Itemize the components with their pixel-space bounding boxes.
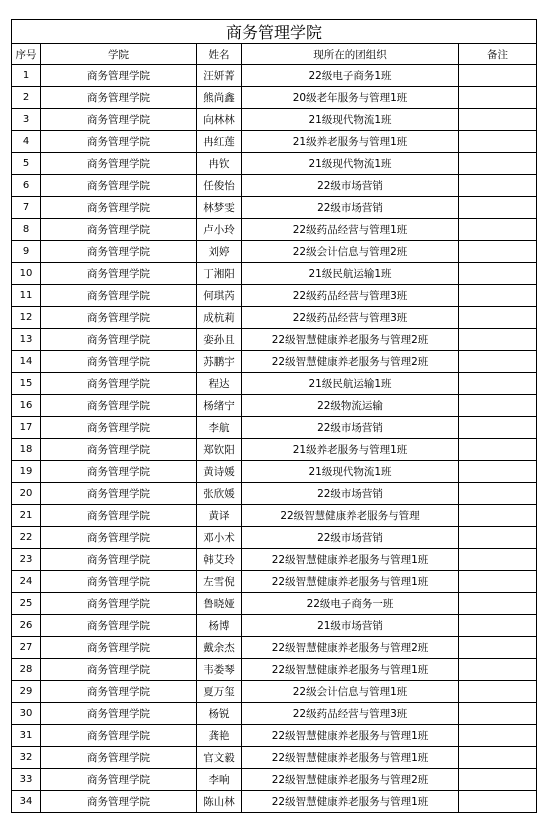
cell-note	[459, 307, 537, 329]
cell-college: 商务管理学院	[41, 197, 197, 219]
cell-seq: 30	[12, 703, 41, 725]
cell-college: 商务管理学院	[41, 549, 197, 571]
cell-college: 商务管理学院	[41, 285, 197, 307]
cell-name: 张欣媛	[197, 483, 242, 505]
cell-note	[459, 263, 537, 285]
cell-name: 韦娄琴	[197, 659, 242, 681]
cell-seq: 4	[12, 131, 41, 153]
table-row	[12, 483, 537, 505]
cell-note	[459, 197, 537, 219]
cell-college: 商务管理学院	[41, 307, 197, 329]
cell-note	[459, 791, 537, 813]
cell-class: 22级智慧健康养老服务与管理2班	[242, 769, 459, 791]
cell-name: 杨博	[197, 615, 242, 637]
table-row	[12, 131, 537, 153]
table-row	[12, 395, 537, 417]
cell-class: 22级药品经营与管理3班	[242, 285, 459, 307]
cell-class: 22级智慧健康养老服务与管理2班	[242, 351, 459, 373]
cell-name: 李响	[197, 769, 242, 791]
table-row	[12, 109, 537, 131]
cell-name: 黄诗媛	[197, 461, 242, 483]
cell-seq: 11	[12, 285, 41, 307]
cell-name: 苏鹏宇	[197, 351, 242, 373]
table-body	[12, 65, 537, 813]
cell-class: 22级电子商务1班	[242, 65, 459, 87]
cell-class: 21级现代物流1班	[242, 461, 459, 483]
cell-name: 郑钦阳	[197, 439, 242, 461]
cell-college: 商务管理学院	[41, 87, 197, 109]
table-row	[12, 439, 537, 461]
table-row	[12, 307, 537, 329]
cell-class: 22级会计信息与管理2班	[242, 241, 459, 263]
cell-seq: 13	[12, 329, 41, 351]
header-note: 备注	[459, 44, 537, 65]
table-row	[12, 725, 537, 747]
cell-name: 熊尚鑫	[197, 87, 242, 109]
cell-class: 22级药品经营与管理3班	[242, 307, 459, 329]
cell-class: 22级智慧健康养老服务与管理1班	[242, 791, 459, 813]
cell-seq: 12	[12, 307, 41, 329]
cell-note	[459, 439, 537, 461]
cell-class: 22级智慧健康养老服务与管理1班	[242, 659, 459, 681]
cell-seq: 5	[12, 153, 41, 175]
table-row	[12, 87, 537, 109]
cell-class: 22级药品经营与管理3班	[242, 703, 459, 725]
header-college: 学院	[41, 44, 197, 65]
cell-note	[459, 65, 537, 87]
cell-note	[459, 593, 537, 615]
cell-name: 李航	[197, 417, 242, 439]
cell-note	[459, 527, 537, 549]
table-row	[12, 65, 537, 87]
cell-college: 商务管理学院	[41, 659, 197, 681]
cell-seq: 22	[12, 527, 41, 549]
sheet-title: 商务管理学院	[12, 20, 537, 44]
cell-name: 左雪倪	[197, 571, 242, 593]
cell-class: 22级市场营销	[242, 197, 459, 219]
cell-name: 黄译	[197, 505, 242, 527]
cell-class: 21级民航运输1班	[242, 373, 459, 395]
cell-class: 21级养老服务与管理1班	[242, 439, 459, 461]
cell-note	[459, 219, 537, 241]
cell-class: 22级市场营销	[242, 527, 459, 549]
cell-college: 商务管理学院	[41, 703, 197, 725]
cell-seq: 27	[12, 637, 41, 659]
cell-seq: 28	[12, 659, 41, 681]
cell-college: 商务管理学院	[41, 791, 197, 813]
table-row	[12, 615, 537, 637]
cell-note	[459, 659, 537, 681]
cell-name: 龚艳	[197, 725, 242, 747]
cell-college: 商务管理学院	[41, 395, 197, 417]
table-row	[12, 505, 537, 527]
cell-college: 商务管理学院	[41, 373, 197, 395]
table-row	[12, 791, 537, 813]
cell-note	[459, 131, 537, 153]
table-row	[12, 263, 537, 285]
cell-class: 22级市场营销	[242, 417, 459, 439]
cell-name: 丁湘阳	[197, 263, 242, 285]
table-row	[12, 329, 537, 351]
cell-college: 商务管理学院	[41, 131, 197, 153]
table-row	[12, 219, 537, 241]
cell-seq: 7	[12, 197, 41, 219]
cell-name: 冉钦	[197, 153, 242, 175]
cell-name: 程达	[197, 373, 242, 395]
cell-name: 汪妍菁	[197, 65, 242, 87]
cell-college: 商务管理学院	[41, 747, 197, 769]
cell-name: 杨绪宁	[197, 395, 242, 417]
cell-seq: 32	[12, 747, 41, 769]
table-row	[12, 285, 537, 307]
cell-name: 向林林	[197, 109, 242, 131]
cell-college: 商务管理学院	[41, 769, 197, 791]
cell-note	[459, 703, 537, 725]
cell-college: 商务管理学院	[41, 681, 197, 703]
table-row	[12, 417, 537, 439]
table-row	[12, 241, 537, 263]
cell-note	[459, 681, 537, 703]
cell-note	[459, 747, 537, 769]
cell-seq: 2	[12, 87, 41, 109]
cell-class: 22级智慧健康养老服务与管理1班	[242, 725, 459, 747]
cell-seq: 24	[12, 571, 41, 593]
cell-name: 娈孙且	[197, 329, 242, 351]
cell-class: 22级市场营销	[242, 483, 459, 505]
cell-note	[459, 483, 537, 505]
cell-note	[459, 615, 537, 637]
title-row	[12, 20, 537, 44]
cell-name: 卢小玲	[197, 219, 242, 241]
table-row	[12, 593, 537, 615]
cell-college: 商务管理学院	[41, 527, 197, 549]
cell-college: 商务管理学院	[41, 505, 197, 527]
cell-seq: 26	[12, 615, 41, 637]
header-row	[12, 44, 537, 65]
cell-name: 任俊怡	[197, 175, 242, 197]
cell-college: 商务管理学院	[41, 175, 197, 197]
cell-class: 21级市场营销	[242, 615, 459, 637]
table-row	[12, 527, 537, 549]
cell-name: 何琪芮	[197, 285, 242, 307]
cell-seq: 17	[12, 417, 41, 439]
cell-college: 商务管理学院	[41, 153, 197, 175]
cell-note	[459, 109, 537, 131]
table-row	[12, 703, 537, 725]
cell-name: 夏万玺	[197, 681, 242, 703]
cell-seq: 9	[12, 241, 41, 263]
cell-name: 杨锐	[197, 703, 242, 725]
table-row	[12, 747, 537, 769]
cell-seq: 15	[12, 373, 41, 395]
table-row	[12, 197, 537, 219]
cell-college: 商务管理学院	[41, 483, 197, 505]
cell-seq: 10	[12, 263, 41, 285]
cell-college: 商务管理学院	[41, 65, 197, 87]
header-class: 现所在的团组织	[242, 44, 459, 65]
table-row	[12, 659, 537, 681]
cell-seq: 8	[12, 219, 41, 241]
cell-class: 22级智慧健康养老服务与管理1班	[242, 549, 459, 571]
cell-note	[459, 285, 537, 307]
cell-note	[459, 153, 537, 175]
cell-note	[459, 241, 537, 263]
cell-class: 22级智慧健康养老服务与管理1班	[242, 571, 459, 593]
cell-class: 22级智慧健康养老服务与管理	[242, 505, 459, 527]
table-row	[12, 571, 537, 593]
cell-college: 商务管理学院	[41, 109, 197, 131]
cell-name: 冉红莲	[197, 131, 242, 153]
cell-college: 商务管理学院	[41, 263, 197, 285]
cell-college: 商务管理学院	[41, 461, 197, 483]
cell-seq: 1	[12, 65, 41, 87]
cell-class: 22级物流运输	[242, 395, 459, 417]
cell-name: 陈山林	[197, 791, 242, 813]
cell-name: 戴余杰	[197, 637, 242, 659]
cell-seq: 3	[12, 109, 41, 131]
cell-class: 21级现代物流1班	[242, 153, 459, 175]
cell-note	[459, 571, 537, 593]
cell-note	[459, 417, 537, 439]
cell-note	[459, 505, 537, 527]
table-row	[12, 153, 537, 175]
cell-note	[459, 329, 537, 351]
cell-note	[459, 549, 537, 571]
cell-class: 22级市场营销	[242, 175, 459, 197]
cell-seq: 18	[12, 439, 41, 461]
cell-college: 商务管理学院	[41, 637, 197, 659]
cell-class: 22级电子商务一班	[242, 593, 459, 615]
cell-college: 商务管理学院	[41, 241, 197, 263]
cell-note	[459, 395, 537, 417]
cell-college: 商务管理学院	[41, 417, 197, 439]
cell-note	[459, 637, 537, 659]
header-seq: 序号	[12, 44, 41, 65]
cell-note	[459, 175, 537, 197]
cell-class: 22级会计信息与管理1班	[242, 681, 459, 703]
cell-seq: 16	[12, 395, 41, 417]
roster-sheet	[11, 19, 537, 813]
table-row	[12, 351, 537, 373]
cell-note	[459, 87, 537, 109]
cell-name: 邓小术	[197, 527, 242, 549]
table-row	[12, 637, 537, 659]
table-row	[12, 549, 537, 571]
cell-name: 林梦雯	[197, 197, 242, 219]
cell-note	[459, 351, 537, 373]
cell-seq: 25	[12, 593, 41, 615]
cell-seq: 34	[12, 791, 41, 813]
cell-seq: 23	[12, 549, 41, 571]
cell-college: 商务管理学院	[41, 593, 197, 615]
cell-class: 22级智慧健康养老服务与管理1班	[242, 747, 459, 769]
header-name: 姓名	[197, 44, 242, 65]
cell-class: 21级民航运输1班	[242, 263, 459, 285]
table-row	[12, 175, 537, 197]
cell-name: 韩艾玲	[197, 549, 242, 571]
cell-college: 商务管理学院	[41, 329, 197, 351]
cell-seq: 29	[12, 681, 41, 703]
cell-seq: 21	[12, 505, 41, 527]
cell-seq: 14	[12, 351, 41, 373]
cell-name: 鲁晓娅	[197, 593, 242, 615]
cell-class: 22级智慧健康养老服务与管理2班	[242, 637, 459, 659]
cell-name: 刘婷	[197, 241, 242, 263]
cell-name: 官文毅	[197, 747, 242, 769]
cell-seq: 31	[12, 725, 41, 747]
cell-seq: 20	[12, 483, 41, 505]
table-row	[12, 681, 537, 703]
cell-class: 22级药品经营与管理1班	[242, 219, 459, 241]
cell-college: 商务管理学院	[41, 725, 197, 747]
table-row	[12, 373, 537, 395]
cell-college: 商务管理学院	[41, 219, 197, 241]
cell-name: 成杭莉	[197, 307, 242, 329]
cell-college: 商务管理学院	[41, 615, 197, 637]
cell-note	[459, 373, 537, 395]
cell-seq: 6	[12, 175, 41, 197]
cell-college: 商务管理学院	[41, 571, 197, 593]
table-row	[12, 769, 537, 791]
cell-note	[459, 769, 537, 791]
cell-note	[459, 725, 537, 747]
cell-note	[459, 461, 537, 483]
table-row	[12, 461, 537, 483]
cell-college: 商务管理学院	[41, 351, 197, 373]
cell-class: 20级老年服务与管理1班	[242, 87, 459, 109]
cell-college: 商务管理学院	[41, 439, 197, 461]
cell-seq: 19	[12, 461, 41, 483]
roster-table	[11, 19, 537, 813]
cell-class: 22级智慧健康养老服务与管理2班	[242, 329, 459, 351]
cell-class: 21级养老服务与管理1班	[242, 131, 459, 153]
cell-class: 21级现代物流1班	[242, 109, 459, 131]
cell-seq: 33	[12, 769, 41, 791]
